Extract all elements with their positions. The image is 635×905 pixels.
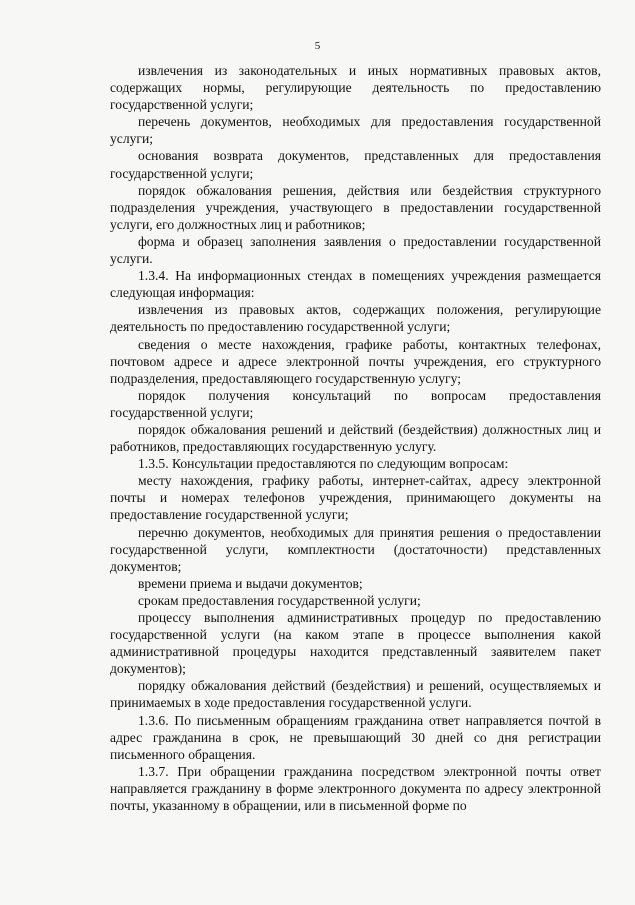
- paragraph: извлечения из законодательных и иных нормативных правовых актов, содержащих нормы, регулирующие деятельность по предоставлению государственной услуги;: [110, 63, 601, 113]
- paragraph: извлечения из правовых актов, содержащих положения, регулирующие деятельность по предоставлению государственной услуги;: [110, 302, 601, 335]
- paragraph: порядок обжалования решения, действия или бездействия структурного подразделения учреждения, участвующего в предоставлении государственной услуги, его должностных лиц и работников;: [110, 182, 601, 232]
- paragraph: порядок обжалования решений и действий (бездействия) должностных лиц и работников, предоставляющих государственную услугу.: [110, 421, 601, 455]
- paragraph: перечень документов, необходимых для предоставления государственной услуги;: [110, 114, 601, 147]
- paragraph: времени приема и выдачи документов;: [138, 575, 363, 591]
- paragraph: порядок получения консультаций по вопросам предоставления государственной услуги;: [110, 387, 601, 420]
- paragraph: основания возврата документов, представленных для предоставления государственной услуги;: [110, 148, 601, 181]
- paragraph: 1.3.4. На информационных стендах в помещениях учреждения размещается следующая информация:: [110, 268, 601, 301]
- paragraph: форма и образец заполнения заявления о предоставлении государственной услуги.: [110, 233, 601, 267]
- paragraph: 1.3.7. При обращении гражданина посредством электронной почты ответ направляется гражданину в форме электронного документа по адресу электронной почты, указанному в обращении, или в письменной форме по: [110, 763, 601, 814]
- document-body: [110, 62, 601, 814]
- paragraph: процессу выполнения административных процедур по предоставлению государственной услуги (на каком этапе в процессе выполнения какой административной процедуры находится представленный заявителем пакет документов);: [110, 610, 601, 677]
- paragraph: срокам предоставления государственной услуги;: [138, 592, 421, 608]
- paragraph: 1.3.5. Консультации предоставляются по следующим вопросам:: [138, 456, 509, 472]
- paragraph: порядку обжалования действий (бездействия) и решений, осуществляемых и принимаемых в ходе предоставления государственной услуги.: [110, 678, 601, 711]
- page-number: 5: [314, 40, 321, 52]
- paragraph: перечню документов, необходимых для принятия решения о предоставлении государственной услуги, комплектности (достаточности) представленных документов;: [110, 524, 601, 574]
- paragraph: месту нахождения, графику работы, интернет-сайтах, адресу электронной почты и номерах телефонов учреждения, принимающего документы на предоставление государственной услуги;: [110, 473, 601, 523]
- paragraph: 1.3.6. По письменным обращениям гражданина ответ направляется почтой в адрес гражданина в срок, не превышающий 30 дней со дня регистрации письменного обращения.: [110, 712, 601, 762]
- paragraph: сведения о месте нахождения, графике работы, контактных телефонах, почтовом адресе и адресе электронной почты учреждения, его структурного подразделения, предоставляющего государственную услугу;: [110, 336, 601, 386]
